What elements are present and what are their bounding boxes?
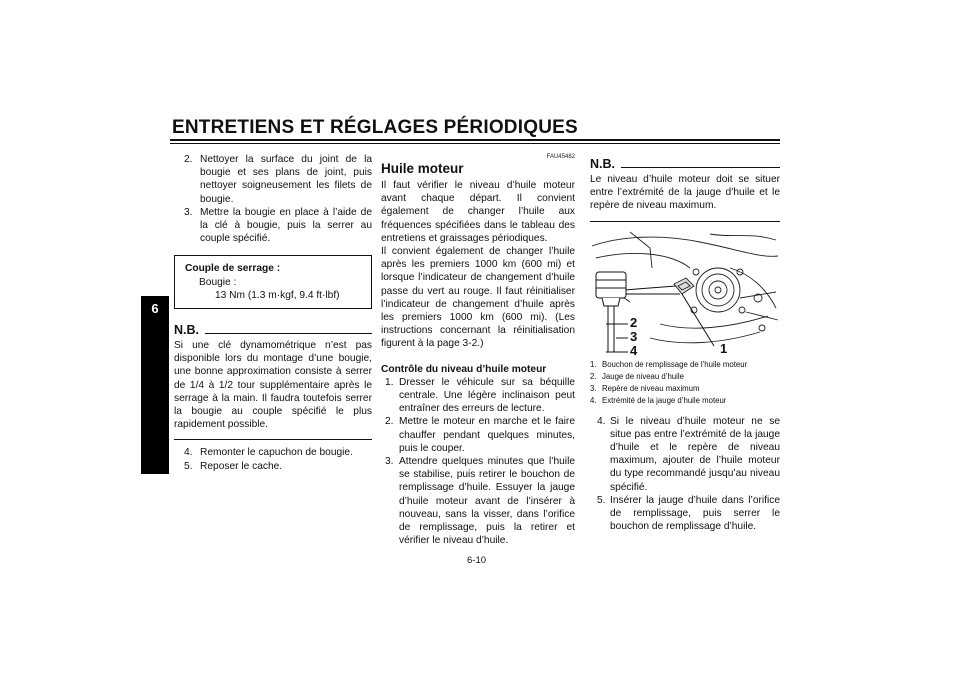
column-1 [174,153,372,473]
caption-item [590,371,780,383]
subheading: Contrôle du niveau d’huile moteur [381,363,547,375]
step-text: Attendre quelques minutes que l’huile se stabilise, puis retirer le bouchon de remplissage d’huile. Essuyer la jauge d’huile moteur avant de l’insérer à nouveau, sans la visser, dans l’orifice de remplissage, puis la retirer et vérifier le niveau d’huile. [399,456,575,547]
step-number: 5. [184,460,193,472]
nb-rule [205,333,372,334]
column-2 [381,153,575,547]
nb-rule [621,167,780,168]
nb-text: Si une clé dynamométrique n’est pas disponible lors du montage d’une bougie, une bonne approximation consiste à serrer de 1/4 à 1/2 tour supplémentaire après le serrage à la main. Il faudra toutefois serrer la bougie au couple spécifié le plus rapidement possible. [174,340,372,431]
figure-captions [590,359,780,407]
caption-text: Repère de niveau maximum [602,383,700,393]
step-number: 4. [184,447,193,459]
oil-dipstick-figure [590,228,780,356]
caption-item [590,383,780,395]
torque-value: 13 Nm (1.3 m·kgf, 9.4 ft·lbf) [215,289,340,301]
step-text: Nettoyer la surface du joint de la bougie et ses plans de joint, puis nettoyer soigneusement les filets de bougie. [200,154,372,205]
caption-number: 4. [590,395,597,405]
list-item [381,455,575,547]
column-3 [590,153,780,533]
caption-item [590,395,780,407]
nb-label: N.B. [174,323,199,338]
step-text: Mettre le moteur en marche et le faire chauffer pendant quelques minutes, puis le couper. [399,416,575,454]
figure-label: 1 [720,340,728,356]
list-item [174,206,372,246]
caption-item [590,359,780,371]
step-number: 2. [184,154,193,165]
reference-code: FAU45482 [546,154,575,160]
step-text: Si le niveau d’huile moteur ne se situe pas entre l’extrémité de la jauge d’huile et le repère de niveau maximum, ajouter de l’huile moteur du type recommandé jusqu’au niveau spécifié. [610,415,780,493]
title-rule [170,139,780,141]
paragraph: Il convient également de changer l’huile après les premiers 1000 km (600 mi) et lorsque l’indicateur de changement d’huile passe du vert au rouge. Il faut réinitialiser l’indicateur de changement d’huile après les premiers 1000 km (600 mi). (Les instructions concernant la réinitialisation figurent à la page 3-2.) [381,246,575,350]
list-item [590,415,780,494]
step-text: Remonter le capuchon de bougie. [200,447,353,459]
step-text: Mettre la bougie en place à l’aide de la clé à bougie, puis la serrer au couple spécifié. [200,206,372,245]
torque-item: Bougie : [199,276,237,288]
figure-label: 2 [630,314,638,330]
figure-label: 4 [630,342,638,358]
caption-number: 1. [590,359,597,369]
caption-text: Bouchon de remplissage de l’huile moteur [602,359,748,369]
list-item [174,446,372,459]
step-number: 3. [385,456,394,468]
caption-number: 3. [590,383,597,393]
engine-illustration [590,228,780,356]
step-number: 2. [385,416,394,428]
list-item [590,494,780,534]
figure-label: 3 [630,328,638,344]
chapter-number: 6 [151,301,159,316]
paragraph: Il faut vérifier le niveau d’huile moteur avant chaque départ. Il convient également de changer l’huile aux fréquences spécifiées dans le tableau des entretiens et graissages périodiques. [381,180,575,244]
torque-spec-box [174,255,372,309]
list-item [174,460,372,473]
step-number: 4. [597,415,606,427]
nb-end-rule [174,439,372,440]
nb-text: Le niveau d’huile moteur doit se situer entre l’extrémité de la jauge d’huile et le repère de niveau maximum. [590,174,780,212]
nb-heading [174,323,372,337]
list-item [381,415,575,455]
caption-text: Jauge de niveau d’huile [602,371,684,381]
step-text: Dresser le véhicule sur sa béquille centrale. Une légère inclinaison peut entraîner des erreurs de lecture. [399,376,575,415]
nb-end-rule [590,221,780,222]
list-item [381,376,575,416]
torque-heading: Couple de serrage : [185,263,281,275]
caption-text: Extrémité de la jauge d’huile moteur [602,395,727,405]
title-rule-thin [170,143,780,144]
page-number: 6-10 [467,555,487,566]
nb-label: N.B. [590,157,615,171]
list-item [174,153,372,206]
step-number: 1. [385,376,394,388]
step-text: Reposer le cache. [200,460,283,472]
step-number: 5. [597,494,606,506]
step-text: Insérer la jauge d’huile dans l’orifice de remplissage, puis serrer le bouchon de remplissage d’huile. [610,494,780,533]
step-number: 3. [184,206,193,218]
page-title: ENTRETIENS ET RÉGLAGES PÉRIODIQUES [172,117,578,138]
caption-number: 2. [590,371,597,381]
section-heading: Huile moteur [381,161,464,176]
nb-heading [590,157,780,171]
chapter-tab [141,296,169,474]
